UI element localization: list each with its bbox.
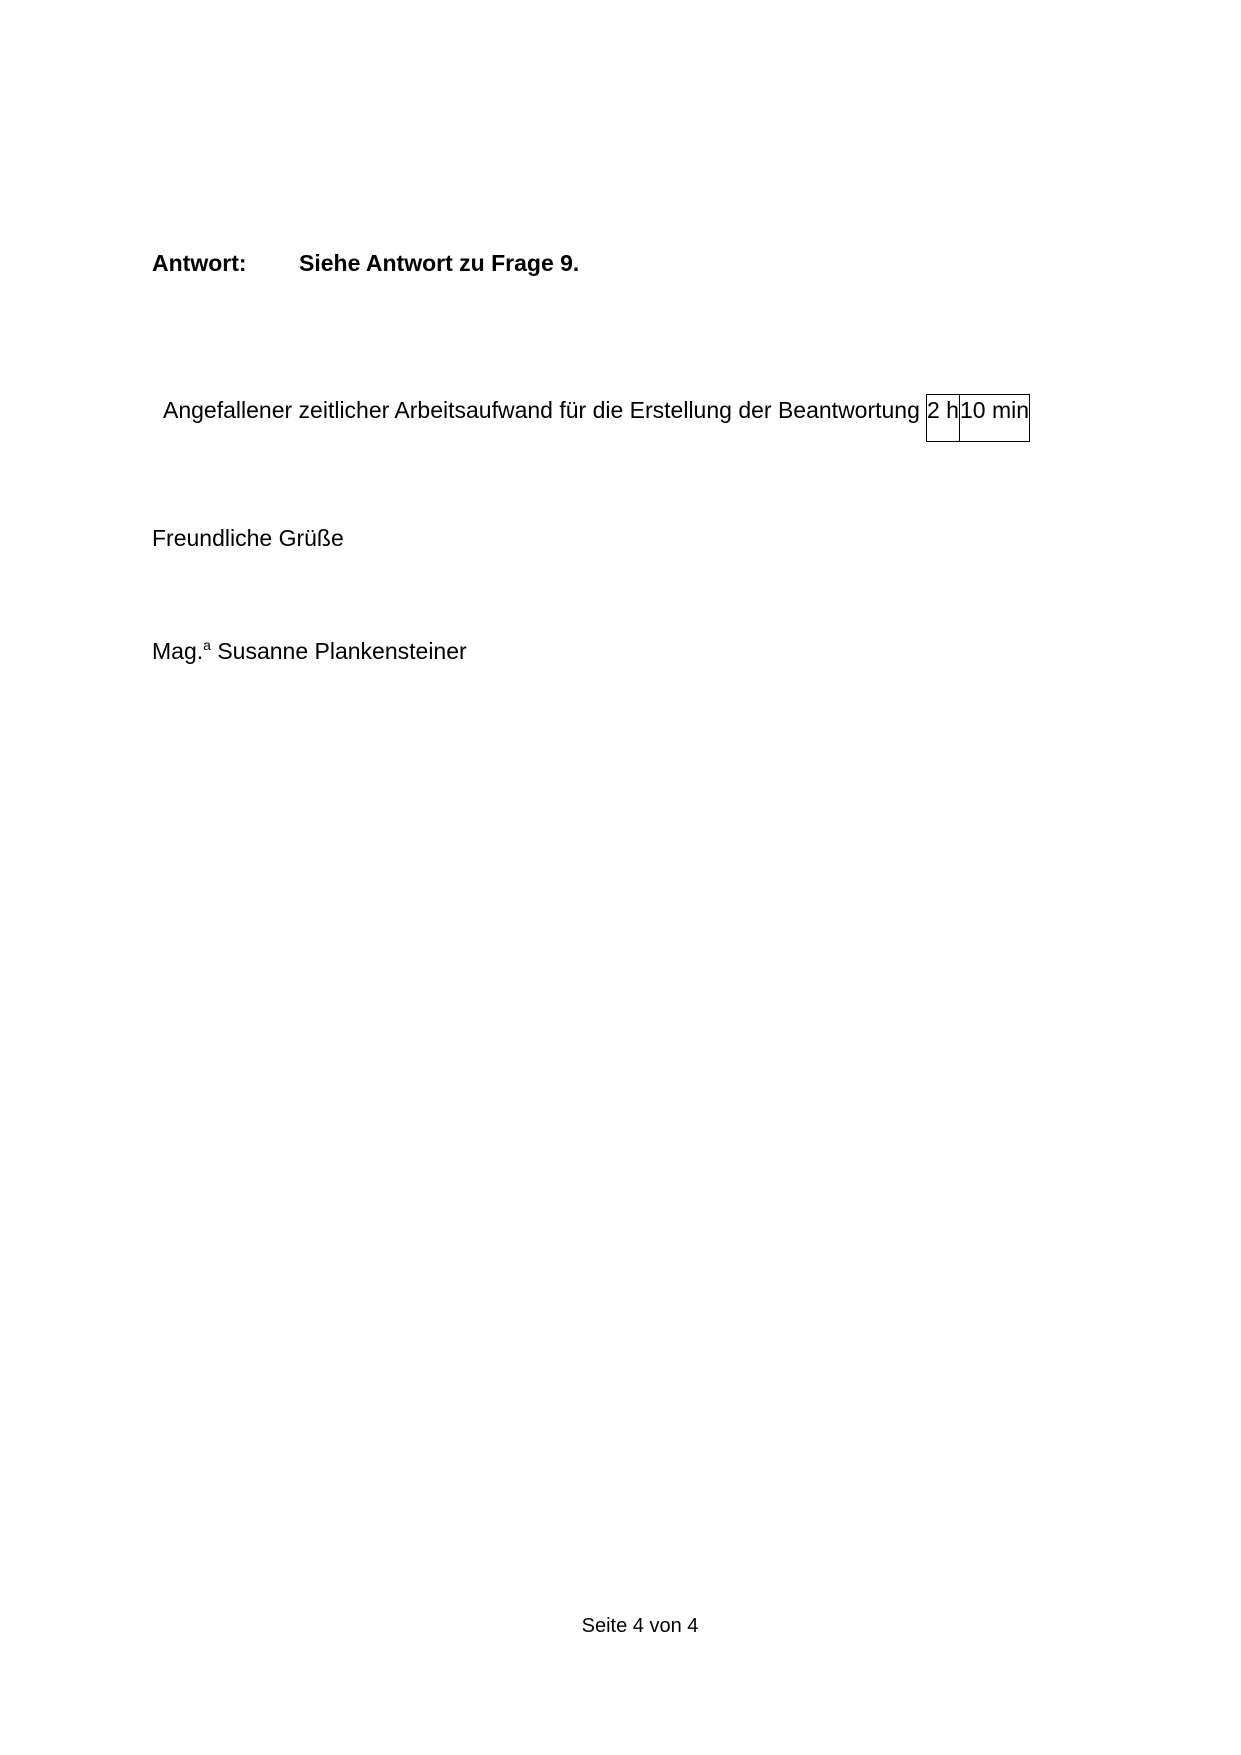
- work-effort-label: Angefallener zeitlicher Arbeitsaufwand für die Erstellung der Beantwortung: [163, 397, 920, 423]
- closing-greeting: Freundliche Grüße: [152, 525, 344, 551]
- signature-name: Susanne Plankensteiner: [217, 638, 467, 664]
- answer-row: [152, 250, 579, 277]
- effort-minutes-cell: 10 min: [959, 395, 1029, 442]
- page-number-footer: Seite 4 von 4: [581, 1615, 699, 1637]
- effort-hours-cell: 2 h: [927, 395, 960, 442]
- work-effort-table-row: [927, 395, 1030, 442]
- work-effort-table: [926, 394, 1030, 442]
- answer-label: Antwort:: [152, 250, 247, 276]
- signature-title: Mag.: [152, 638, 204, 664]
- answer-text: Siehe Antwort zu Frage 9.: [299, 250, 580, 276]
- signature-title-superscript: a: [203, 637, 211, 653]
- signature-block: [152, 637, 467, 665]
